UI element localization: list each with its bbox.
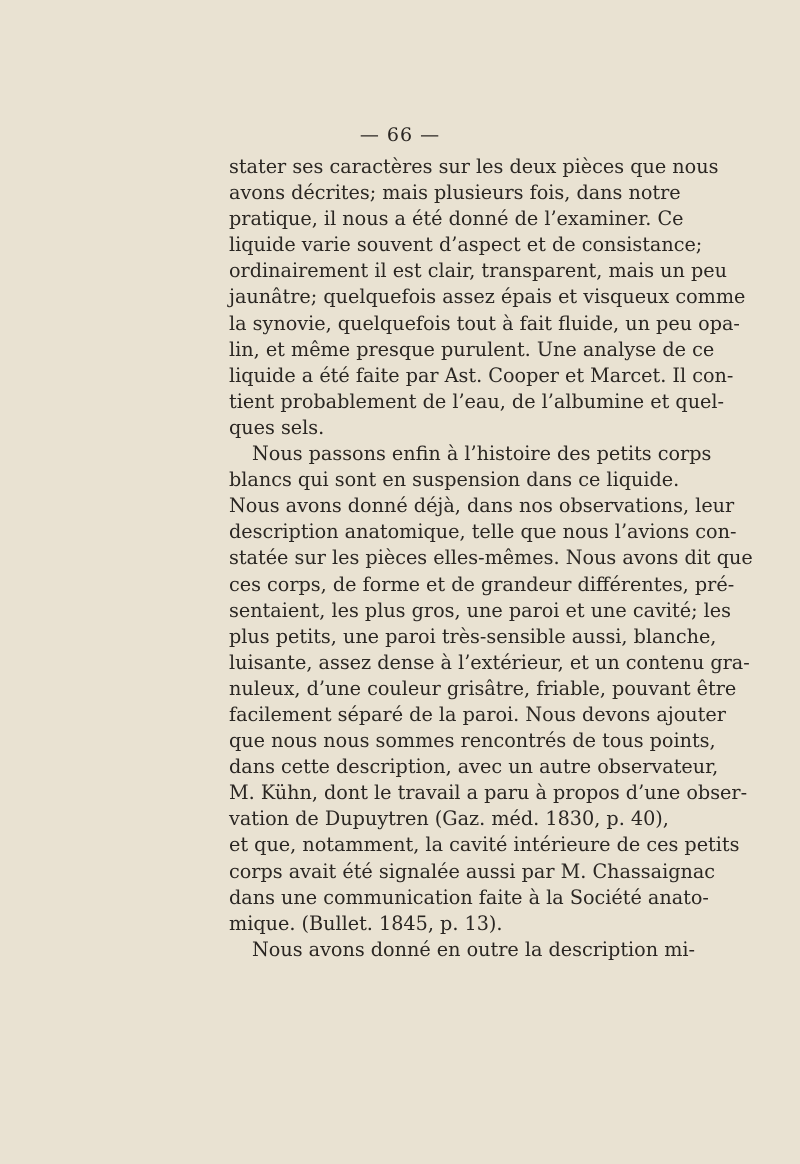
- text-line: ques sels.: [229, 415, 325, 439]
- text-line: luisante, assez dense à l’extérieur, et un contenu gra-: [229, 650, 750, 674]
- text-line: et que, notamment, la cavité intérieure de ces petits: [229, 833, 740, 857]
- text-line: statée sur les pièces elles-mêmes. Nous avons dit que: [229, 546, 753, 570]
- text-line: dans une communication faite à la Société anato-: [229, 885, 709, 909]
- text-line: Nous avons donné déjà, dans nos observations, leur: [229, 494, 735, 518]
- text-line: facilement séparé de la paroi. Nous devons ajouter: [229, 702, 726, 726]
- text-line: jaunâtre; quelquefois assez épais et visqueux comme: [229, 285, 746, 309]
- text-line: plus petits, une paroi très-sensible aussi, blanche,: [229, 624, 717, 648]
- text-line: que nous nous sommes rencontrés de tous points,: [229, 729, 716, 753]
- text-line: dans cette description, avec un autre observateur,: [229, 755, 719, 779]
- text-line: pratique, il nous a été donné de l’examiner. Ce: [229, 207, 684, 231]
- text-line: M. Kühn, dont le travail a paru à propos d’une obser-: [229, 781, 748, 805]
- text-line: la synovie, quelquefois tout à fait fluide, un peu opa-: [229, 311, 740, 335]
- text-line: liquide a été faite par Ast. Cooper et Marcet. Il con-: [229, 363, 734, 387]
- text-line: nuleux, d’une couleur grisâtre, friable, pouvant être: [229, 676, 737, 700]
- text-line: avons décrites; mais plusieurs fois, dans notre: [229, 181, 681, 205]
- text-line: mique. (Bullet. 1845, p. 13).: [229, 911, 503, 935]
- text-line: corps avait été signalée aussi par M. Chassaignac: [229, 859, 716, 883]
- page-number: — 66 —: [359, 124, 441, 146]
- text-line: stater ses caractères sur les deux pièces que nous: [229, 155, 719, 178]
- text-line: vation de Dupuytren (Gaz. méd. 1830, p. 40),: [229, 807, 669, 831]
- text-line: ces corps, de forme et de grandeur différentes, pré-: [229, 572, 735, 596]
- text-line: ordinairement il est clair, transparent, mais un peu: [229, 259, 727, 283]
- text-line: sentaient, les plus gros, une paroi et une cavité; les: [229, 598, 731, 622]
- text-line: liquide varie souvent d’aspect et de consistance;: [229, 233, 703, 257]
- body-text: [229, 154, 753, 963]
- text-line: Nous avons donné en outre la description mi-: [252, 937, 696, 961]
- text-line: tient probablement de l’eau, de l’albumine et quel-: [229, 389, 725, 413]
- text-line: Nous passons enfin à l’histoire des petits corps: [252, 442, 712, 466]
- text-line: blancs qui sont en suspension dans ce liquide.: [229, 468, 680, 492]
- text-line: description anatomique, telle que nous l’avions con-: [229, 520, 737, 544]
- text-line: lin, et même presque purulent. Une analyse de ce: [229, 337, 715, 361]
